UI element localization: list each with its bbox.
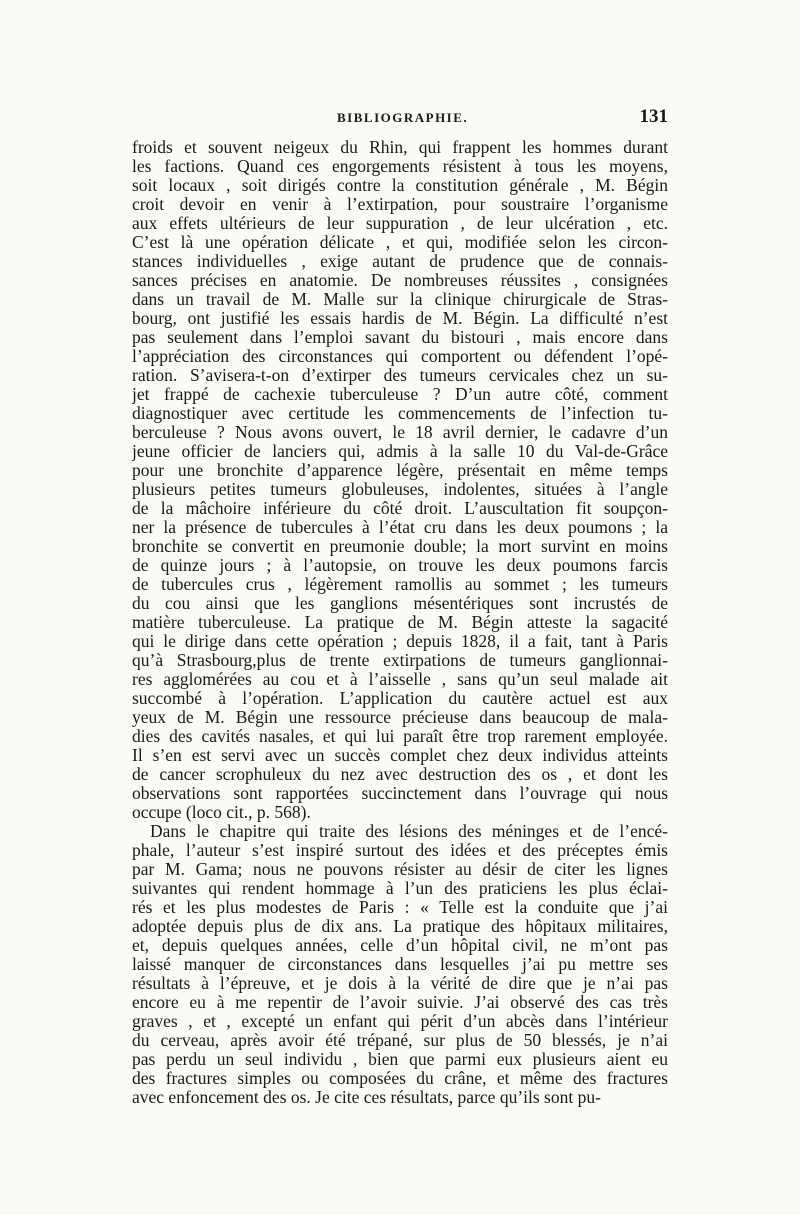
text-line: adoptée depuis plus de dix ans. La pratique des hôpitaux militaires, (132, 917, 668, 936)
text-line: l’appréciation des circonstances qui comportent ou défendent l’opé- (132, 347, 668, 366)
text-line: aux effets ultérieurs de leur suppuration , de leur ulcération , etc. (132, 214, 668, 233)
text-line: pas perdu un seul individu , bien que parmi eux plusieurs aient eu (132, 1050, 668, 1069)
text-line: du cou ainsi que les ganglions mésentériques sont incrustés de (132, 594, 668, 613)
text-line: par M. Gama; nous ne pouvons résister au désir de citer les lignes (132, 860, 668, 879)
text-line: qui le dirige dans cette opération ; depuis 1828, il a fait, tant à Paris (132, 632, 668, 651)
text-line: et, depuis quelques années, celle d’un hôpital civil, ne m’ont pas (132, 936, 668, 955)
text-line: croit devoir en venir à l’extirpation, pour soustraire l’organisme (132, 195, 668, 214)
paragraph (132, 138, 668, 822)
text-line: encore eu à me repentir de l’avoir suivie. J’ai observé des cas très (132, 993, 668, 1012)
text-line: de cancer scrophuleux du nez avec destruction des os , et dont les (132, 765, 668, 784)
text-line: de la mâchoire inférieure du côté droit. L’auscultation fit soupçon- (132, 499, 668, 518)
text-line: Il s’en est servi avec un succès complet chez deux individus atteints (132, 746, 668, 765)
text-line: rés et les plus modestes de Paris : « Telle est la conduite que j’ai (132, 898, 668, 917)
page-header (132, 108, 668, 132)
text-line: res agglomérées au cou et à l’aisselle , sans qu’un seul malade ait (132, 670, 668, 689)
body-text (132, 138, 668, 1107)
text-line: qu’à Strasbourg,plus de trente extirpations de tumeurs ganglionnai- (132, 651, 668, 670)
text-line: avec enfoncement des os. Je cite ces résultats, parce qu’ils sont pu- (132, 1088, 601, 1107)
text-line: plusieurs petites tumeurs globuleuses, indolentes, situées à l’angle (132, 480, 668, 499)
text-line: dans un travail de M. Malle sur la clinique chirurgicale de Stras- (132, 290, 668, 309)
text-line: bourg, ont justifié les essais hardis de M. Bégin. La difficulté n’est (132, 309, 668, 328)
text-line: stances individuelles , exige autant de prudence que de connais- (132, 252, 668, 271)
text-line: diagnostiquer avec certitude les commencements de l’infection tu- (132, 404, 668, 423)
text-line: laissé manquer de circonstances dans lesquelles j’ai pu mettre ses (132, 955, 668, 974)
text-line: Dans le chapitre qui traite des lésions des méninges et de l’encé- (150, 822, 668, 841)
text-line: pas seulement dans l’emploi savant du bistouri , mais encore dans (132, 328, 668, 347)
text-line: graves , et , excepté un enfant qui périt d’un abcès dans l’intérieur (132, 1012, 668, 1031)
text-line: suivantes qui rendent hommage à l’un des praticiens les plus éclai- (132, 879, 668, 898)
paragraph (132, 822, 668, 1107)
text-line: du cerveau, après avoir été trépané, sur plus de 50 blessés, je n’ai (132, 1031, 668, 1050)
text-line: observations sont rapportées succinctement dans l’ouvrage qui nous (132, 784, 668, 803)
text-line: ner la présence de tubercules à l’état cru dans les deux poumons ; la (132, 518, 668, 537)
text-line: résultats à l’épreuve, et je dois à la vérité de dire que je n’ai pas (132, 974, 668, 993)
text-line: jeune officier de lanciers qui, admis à la salle 10 du Val-de-Grâce (132, 442, 668, 461)
text-line: matière tuberculeuse. La pratique de M. Bégin atteste la sagacité (132, 613, 668, 632)
text-line: de tubercules crus , légèrement ramollis au sommet ; les tumeurs (132, 575, 668, 594)
text-line: dies des cavités nasales, et qui lui paraît être trop rarement employée. (132, 727, 668, 746)
text-line: jet frappé de cachexie tuberculeuse ? D’un autre côté, comment (132, 385, 668, 404)
text-line: sances précises en anatomie. De nombreuses réussites , consignées (132, 271, 668, 290)
text-line: ration. S’avisera-t-on d’extirper des tumeurs cervicales chez un su- (132, 366, 668, 385)
text-line: pour une bronchite d’apparence légère, présentait en même temps (132, 461, 668, 480)
text-line: yeux de M. Bégin une ressource précieuse dans beaucoup de mala- (132, 708, 668, 727)
text-line: succombé à l’opération. L’application du cautère actuel est aux (132, 689, 668, 708)
text-line: de quinze jours ; à l’autopsie, on trouve les deux poumons farcis (132, 556, 668, 575)
text-line: les factions. Quand ces engorgements résistent à tous les moyens, (132, 157, 668, 176)
text-line: C’est là une opération délicate , et qui, modifiée selon les circon- (132, 233, 668, 252)
page-number: 131 (639, 106, 668, 127)
text-line: soit locaux , soit dirigés contre la constitution générale , M. Bégin (132, 176, 668, 195)
text-line: phale, l’auteur s’est inspiré surtout des idées et des préceptes émis (132, 841, 668, 860)
text-line: occupe (loco cit., p. 568). (132, 803, 311, 822)
text-line: berculeuse ? Nous avons ouvert, le 18 avril dernier, le cadavre d’un (132, 423, 668, 442)
running-title: BIBLIOGRAPHIE. (337, 110, 469, 125)
text-line: bronchite se convertit en preumonie double; la mort survint en moins (132, 537, 668, 556)
text-line: des fractures simples ou composées du crâne, et même des fractures (132, 1069, 668, 1088)
text-line: froids et souvent neigeux du Rhin, qui frappent les hommes durant (132, 138, 668, 157)
